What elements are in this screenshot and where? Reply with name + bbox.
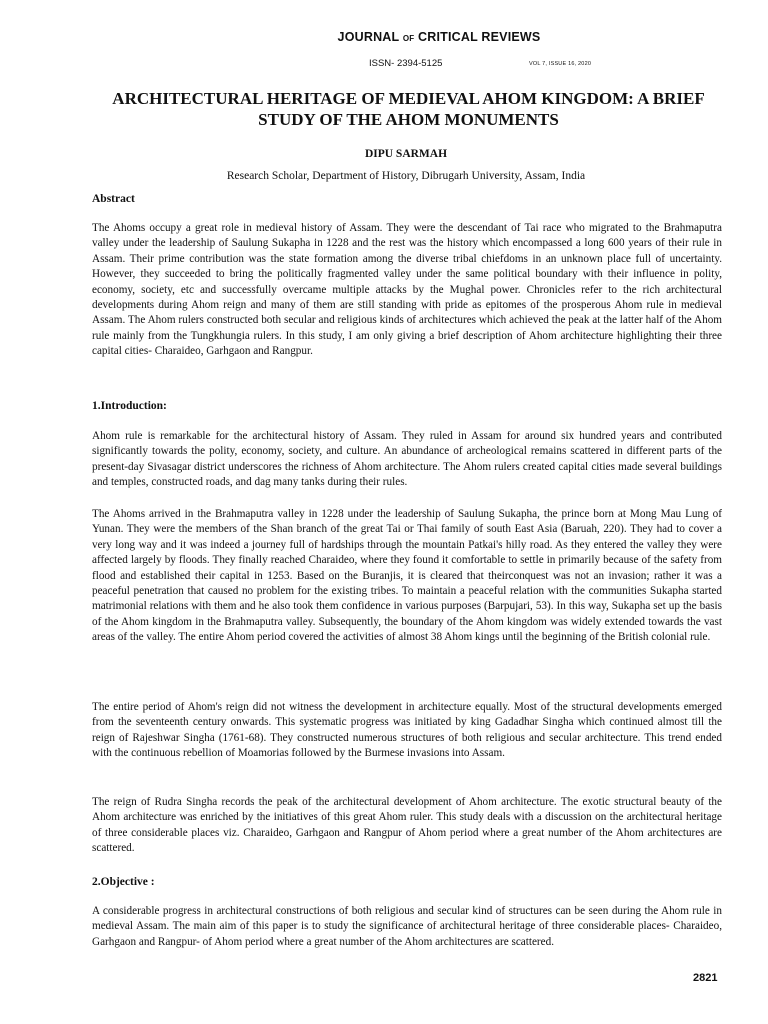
introduction-paragraph-3: The entire period of Ahom's reign did not witness the development in architecture equally. Most of the structural developments emerged from the seventeenth century onwards. This systematic progress was initiated by king Gadadhar Singha which continued almost till the reign of Rajeshwar Singha (1761-68). They constructed numerous structures of both religious and secular architecture. This trend ended with the continuous rebellion of Moamorias followed by the Burmese invasions into Assam. (92, 701, 722, 760)
journal-title-of: OF (402, 34, 415, 43)
author-name: DIPU SARMAH (364, 148, 448, 160)
introduction-paragraph-4: The reign of Rudra Singha records the peak of the architectural development of Ahom architecture. The exotic structural beauty of the Ahom architecture was enriched by the initiatives of this great Ahom ruler. This study deals with a discussion on the architectural heritage of three considerable places viz. Charaideo, Garhgaon and Rangpur of Ahom period where a great number of the Ahom architectures are scattered. (92, 796, 722, 855)
volume-issue: VOL 7, ISSUE 16, 2020 (529, 61, 592, 67)
objective-heading: 2.Objective : (92, 876, 155, 888)
journal-title-part-2: CRITICAL REVIEWS (418, 30, 541, 44)
journal-title-part-1: JOURNAL (337, 30, 400, 44)
abstract-text: The Ahoms occupy a great role in medieval history of Assam. They were the descendant of Tai race who migrated to the Brahmaputra valley under the leadership of Saulung Sukapha in 1228 and the rest was the history which encompassed a long 600 years of their rule in Assam. Their prime contribution was the state formation among the diverse tribal chiefdoms in an unknown place full of uncertainty. However, they succeeded to bring the politically fragmented valley under the same political boundary with their influence in polity, economy, society, etc and successfully overcame multiple attacks by the Mughal power. Chronicles refer to the rich architectural developments during Ahom reign and many of them are still standing with pride as epitomes of the prosperous Ahom rule in medieval Assam. The Ahom rulers constructed both secular and religious kinds of architectures which achieved the peak at the latter half of the Ahom rule mainly from the Tungkhungia rulers. In this study, I am only giving a brief description of Ahom architecture highlighting their three capital cities- Charaideo, Garhgaon and Rangpur. (92, 222, 722, 358)
objective-paragraph-1: A considerable progress in architectural constructions of both religious and secular kind of structures can be seen during the Ahom rule in medieval Assam. The main aim of this paper is to study the significance of architectural heritage of three considerable places- Charaideo, Garhgaon and Rangpur- of Ahom period where a great number of the Ahom architectures are scattered. (92, 905, 722, 948)
issn: ISSN- 2394-5125 (369, 58, 443, 69)
abstract-heading: Abstract (92, 193, 135, 205)
journal-title (0, 30, 768, 44)
paper-title: ARCHITECTURAL HERITAGE OF MEDIEVAL AHOM KINGDOM: A BRIEF STUDY OF THE AHOM MONUMENTS (112, 89, 705, 129)
author-affiliation: Research Scholar, Department of History, Dibrugarh University, Assam, India (226, 170, 586, 182)
introduction-heading: 1.Introduction: (92, 400, 167, 412)
introduction-paragraph-2: The Ahoms arrived in the Brahmaputra valley in 1228 under the leadership of Saulung Sukapha, the prince born at Mong Mau Lung of Yunan. They were the members of the Shan branch of the great Tai or Thai family of south East Asia (Baruah, 220). They had to cover a very long way and it was indeed a journey full of hardships through the mountain Patkai's hilly road. As they entered the valley they were affected largely by floods. They finally reached Charaideo, where they found it comfortable to settle in primarily because of the safety from flood and established their capital in 1253. Based on the Buranjis, it is cleared that theirconquest was not an invasion; rather it was a peaceful penetration that caused no problem for the existing tribes. To maintain a peaceful relation with the communities Sukapha started matrimonial relations with them and he also took them confidence in various purposes (Barpujari, 53). In this way, Sukapha set up the basis of the Ahom kingdom in the Brahmaputra valley. Subsequently, the boundary of the Ahom kingdom was widely extended towards the vast areas of the valley. The entire Ahom period covered the activities of almost 38 Ahom kings until the beginning of the British colonial rule. (92, 508, 722, 644)
introduction-paragraph-1: Ahom rule is remarkable for the architectural history of Assam. They ruled in Assam for around six hundred years and contributed significantly towards the polity, economy, society, and culture. An abundance of archeological remains scattered in different parts of the present-day Sivasagar district underscores the richness of Ahom architecture. The Ahom rulers created capital cities made several buildings and temples, constructed roads, and dag many tanks during their rules. (92, 430, 722, 489)
page-number: 2821 (693, 972, 718, 984)
